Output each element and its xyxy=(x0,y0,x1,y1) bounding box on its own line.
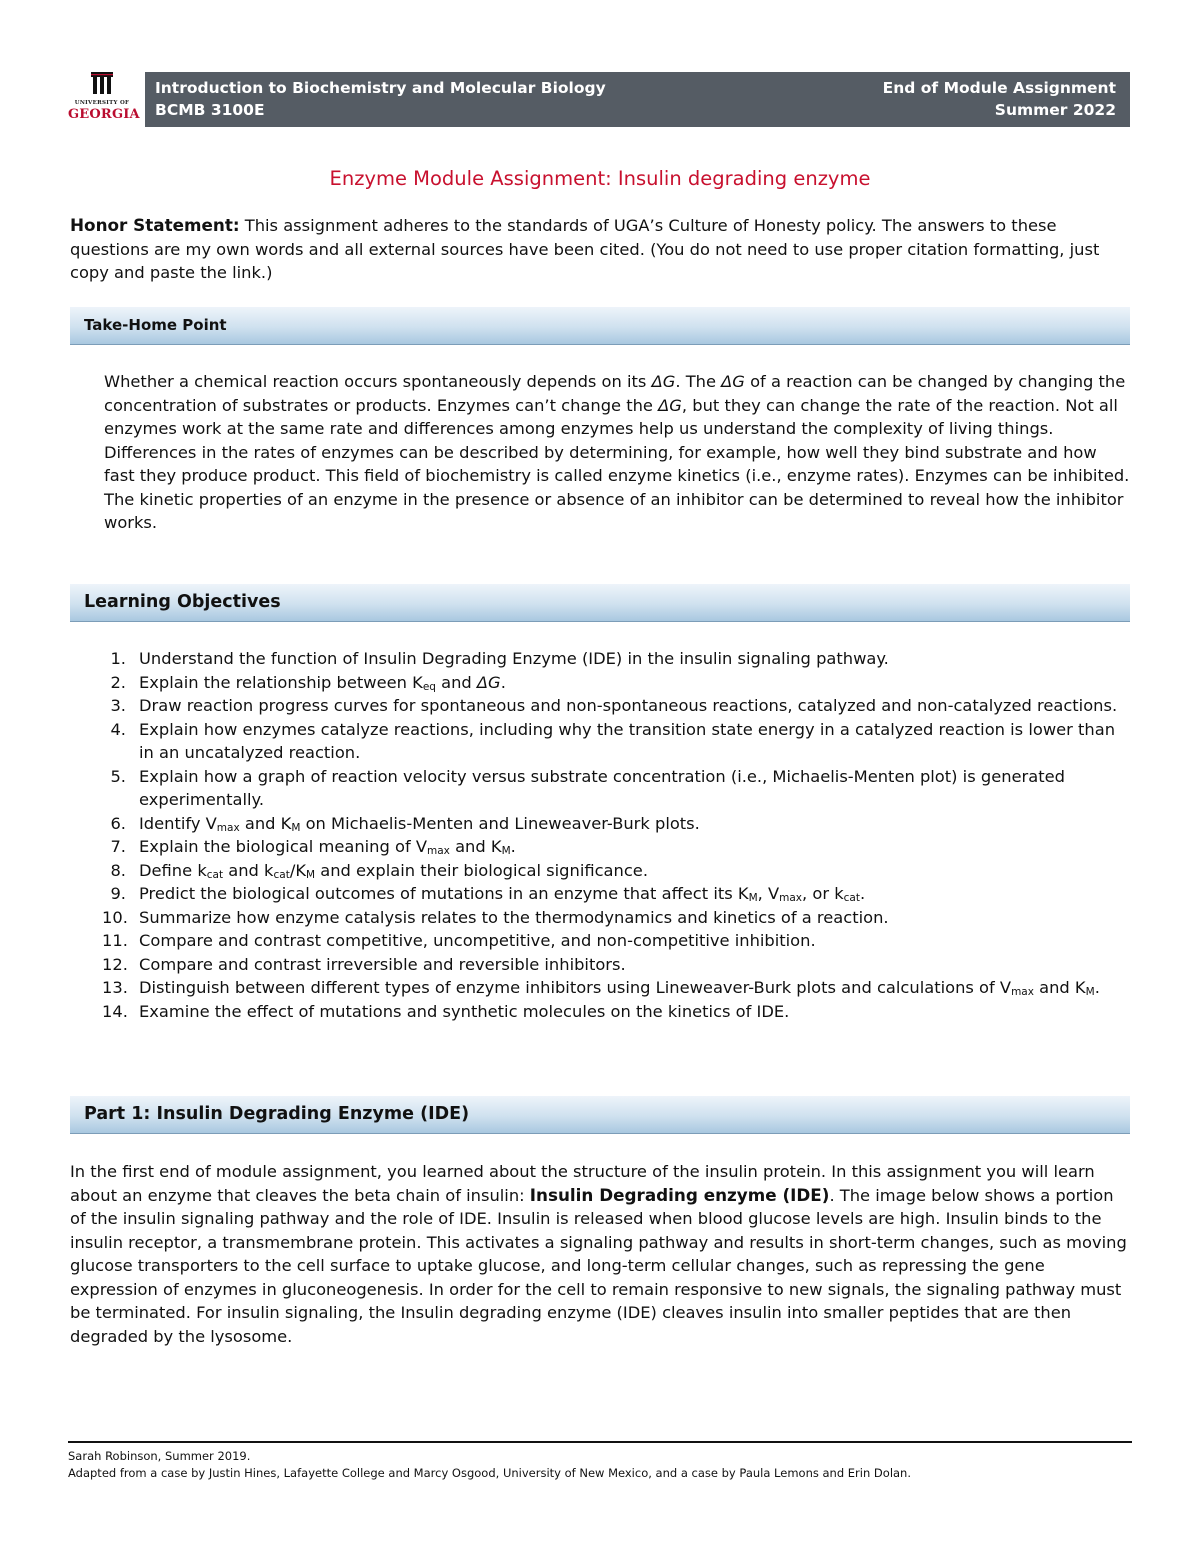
subscript: M xyxy=(291,821,301,834)
subscript: M xyxy=(748,892,758,904)
list-item xyxy=(104,671,1134,695)
take-home-heading: Take-Home Point xyxy=(84,316,227,334)
part1-text-part: In the first end of module assignment, you learned about the structure of the insulin protein. In this assignment you will learn about an enzyme that cleaves the beta chain of insulin: xyxy=(70,1162,1095,1205)
subscript: cat xyxy=(273,868,290,881)
list-number: 1. xyxy=(110,649,126,668)
footer-divider xyxy=(68,1441,1132,1443)
objective-text: . xyxy=(859,884,866,903)
objective-text: Explain the relationship between K xyxy=(139,672,423,692)
list-item xyxy=(104,694,1134,718)
take-home-part: , but they can change the rate of the reaction. Not all enzymes work at the same rate and differences among enzymes help us understand the complexity of living things. Differences in the rates of enzymes can be described by determining, for example, how well they bind substrate and how fast they produce product. This field of biochemistry is called enzyme kinetics (i.e., enzyme rates). Enzymes can be inhibited. The kinetic properties of an enzyme in the presence or absence of an inhibitor can be determined to reveal how the inhibitor works. xyxy=(104,395,1130,532)
uga-logo xyxy=(68,72,140,130)
objective-text: Define k xyxy=(139,860,207,880)
objective-text: Identify V xyxy=(139,813,217,833)
objective-text: and k xyxy=(223,860,274,880)
list-item xyxy=(104,765,1134,812)
list-item xyxy=(104,1000,1134,1024)
course-code: BCMB 3100E xyxy=(155,101,265,119)
take-home-text xyxy=(104,370,1132,535)
take-home-part: of a reaction can be changed by changing the concentration of substrates or products. Enzymes can’t change the xyxy=(104,372,1126,415)
subscript: max xyxy=(779,892,803,904)
take-home-heading-band xyxy=(70,307,1130,345)
honor-label: Honor Statement: xyxy=(70,215,240,235)
list-item xyxy=(104,953,1134,977)
subscript: M xyxy=(501,845,511,857)
objective-text: . xyxy=(1094,978,1100,997)
list-item xyxy=(104,859,1134,883)
subscript: cat xyxy=(843,892,860,904)
objective-text: and xyxy=(435,672,477,692)
part1-heading-band xyxy=(70,1096,1130,1134)
subscript: max xyxy=(427,845,450,857)
objective-text: Draw reaction progress curves for spontaneous and non-spontaneous reactions, catalyzed and non-catalyzed reactions. xyxy=(139,696,1118,715)
part1-heading: Part 1: Insulin Degrading Enzyme (IDE) xyxy=(84,1104,470,1124)
list-number: 9. xyxy=(110,884,126,903)
list-item xyxy=(104,647,1134,671)
list-item xyxy=(104,835,1134,859)
objective-text: Understand the function of Insulin Degrading Enzyme (IDE) in the insulin signaling pathway. xyxy=(139,649,889,668)
objective-text: Compare and contrast irreversible and reversible inhibitors. xyxy=(139,954,626,974)
arch-icon xyxy=(90,72,114,94)
list-item xyxy=(104,929,1134,953)
objective-text: and explain their biological significance. xyxy=(315,860,648,880)
delta-g: ΔG xyxy=(721,372,745,391)
honor-text: This assignment adheres to the standards of UGA’s Culture of Honesty policy. The answers to these questions are my own words and all external sources have been cited. (You do not need to use proper citation formatting, just copy and paste the link.) xyxy=(70,216,1100,282)
subscript: cat xyxy=(206,868,224,881)
objectives-heading: Learning Objectives xyxy=(84,592,281,612)
objective-text: , or k xyxy=(802,884,844,903)
ide-term: Insulin Degrading enzyme (IDE) xyxy=(529,1184,830,1205)
honor-statement xyxy=(70,214,1132,285)
assignment-type: End of Module Assignment xyxy=(882,79,1116,97)
subscript: max xyxy=(216,821,240,834)
logo-university-of: UNIVERSITY OF xyxy=(74,100,130,106)
logo-georgia: GEORGIA xyxy=(68,107,140,122)
list-item xyxy=(104,882,1134,906)
delta-g: ΔG xyxy=(476,672,501,692)
list-number: 10. xyxy=(102,907,128,927)
delta-g: ΔG xyxy=(658,395,682,415)
objective-text: . xyxy=(510,837,516,856)
list-number: 8. xyxy=(110,860,126,880)
objective-text: /K xyxy=(289,860,306,880)
list-item xyxy=(104,906,1134,930)
footer-attribution: Adapted from a case by Justin Hines, Lafayette College and Marcy Osgood, University of New Mexico, and a case by Paula Lemons and Erin Dolan. xyxy=(68,1466,912,1480)
list-number: 12. xyxy=(102,954,128,974)
list-number: 2. xyxy=(110,672,126,692)
subscript: eq xyxy=(422,680,436,693)
list-number: 13. xyxy=(102,978,128,997)
delta-g: ΔG xyxy=(651,372,676,391)
objective-text: . xyxy=(500,672,506,692)
objective-text: and K xyxy=(239,813,292,833)
objective-text: Explain the biological meaning of V xyxy=(139,837,427,856)
subscript: max xyxy=(1011,986,1034,998)
objective-text: , V xyxy=(757,884,780,903)
page-title: Enzyme Module Assignment: Insulin degrading enzyme xyxy=(329,167,871,190)
objective-text: Explain how enzymes catalyze reactions, including why the transition state energy in a catalyzed reaction is lower than in an uncatalyzed reaction. xyxy=(139,719,1116,762)
part1-text-part: . The image below shows a portion of the insulin signaling pathway and the role of IDE. Insulin is released when blood glucose levels are high. Insulin binds to the insulin receptor, a transmembrane protein. This activates a signaling pathway and results in short-term changes, such as moving glucose transporters to the cell surface to uptake glucose, and long-term cellular changes, such as repressing the gene expression of enzymes in gluconeogenesis. In order for the cell to remain responsive to new signals, the signaling pathway must be terminated. For insulin signaling, the Insulin degrading enzyme (IDE) cleaves insulin into smaller peptides that are then degraded by the lysosome. xyxy=(70,1185,1127,1346)
objective-text: Compare and contrast competitive, uncompetitive, and non-competitive inhibition. xyxy=(139,931,816,950)
take-home-part: . The xyxy=(675,372,722,391)
objective-text: on Michaelis-Menten and Lineweaver-Burk plots. xyxy=(300,813,700,833)
list-item xyxy=(104,718,1134,765)
term: Summer 2022 xyxy=(994,101,1116,119)
list-item xyxy=(104,976,1134,1000)
objective-text: Summarize how enzyme catalysis relates to the thermodynamics and kinetics of a reaction. xyxy=(139,907,889,927)
take-home-part: Whether a chemical reaction occurs spontaneously depends on its xyxy=(104,372,652,391)
subscript: M xyxy=(1085,986,1095,998)
objective-text: Predict the biological outcomes of mutations in an enzyme that affect its K xyxy=(139,884,749,903)
list-number: 5. xyxy=(110,766,126,786)
objective-text: Explain how a graph of reaction velocity versus substrate concentration (i.e., Michaelis-Menten plot) is generated experimentally. xyxy=(139,766,1065,809)
list-number: 3. xyxy=(110,696,126,715)
objectives-heading-band xyxy=(70,584,1130,622)
list-number: 6. xyxy=(110,813,126,833)
objectives-list xyxy=(104,647,1134,1023)
list-number: 4. xyxy=(110,719,126,739)
list-number: 14. xyxy=(102,1001,128,1021)
objective-text: Examine the effect of mutations and synthetic molecules on the kinetics of IDE. xyxy=(139,1001,790,1021)
list-item xyxy=(104,812,1134,836)
course-header xyxy=(145,72,1130,127)
subscript: M xyxy=(306,868,316,881)
course-title: Introduction to Biochemistry and Molecular Biology xyxy=(155,79,606,97)
footer-author: Sarah Robinson, Summer 2019. xyxy=(68,1449,251,1463)
list-number: 11. xyxy=(102,931,128,950)
objective-text: and K xyxy=(449,837,502,856)
list-number: 7. xyxy=(110,837,126,856)
part1-text xyxy=(70,1160,1132,1348)
objective-text: and K xyxy=(1033,978,1086,997)
objective-text: Distinguish between different types of enzyme inhibitors using Lineweaver-Burk plots and calculations of V xyxy=(139,978,1012,997)
